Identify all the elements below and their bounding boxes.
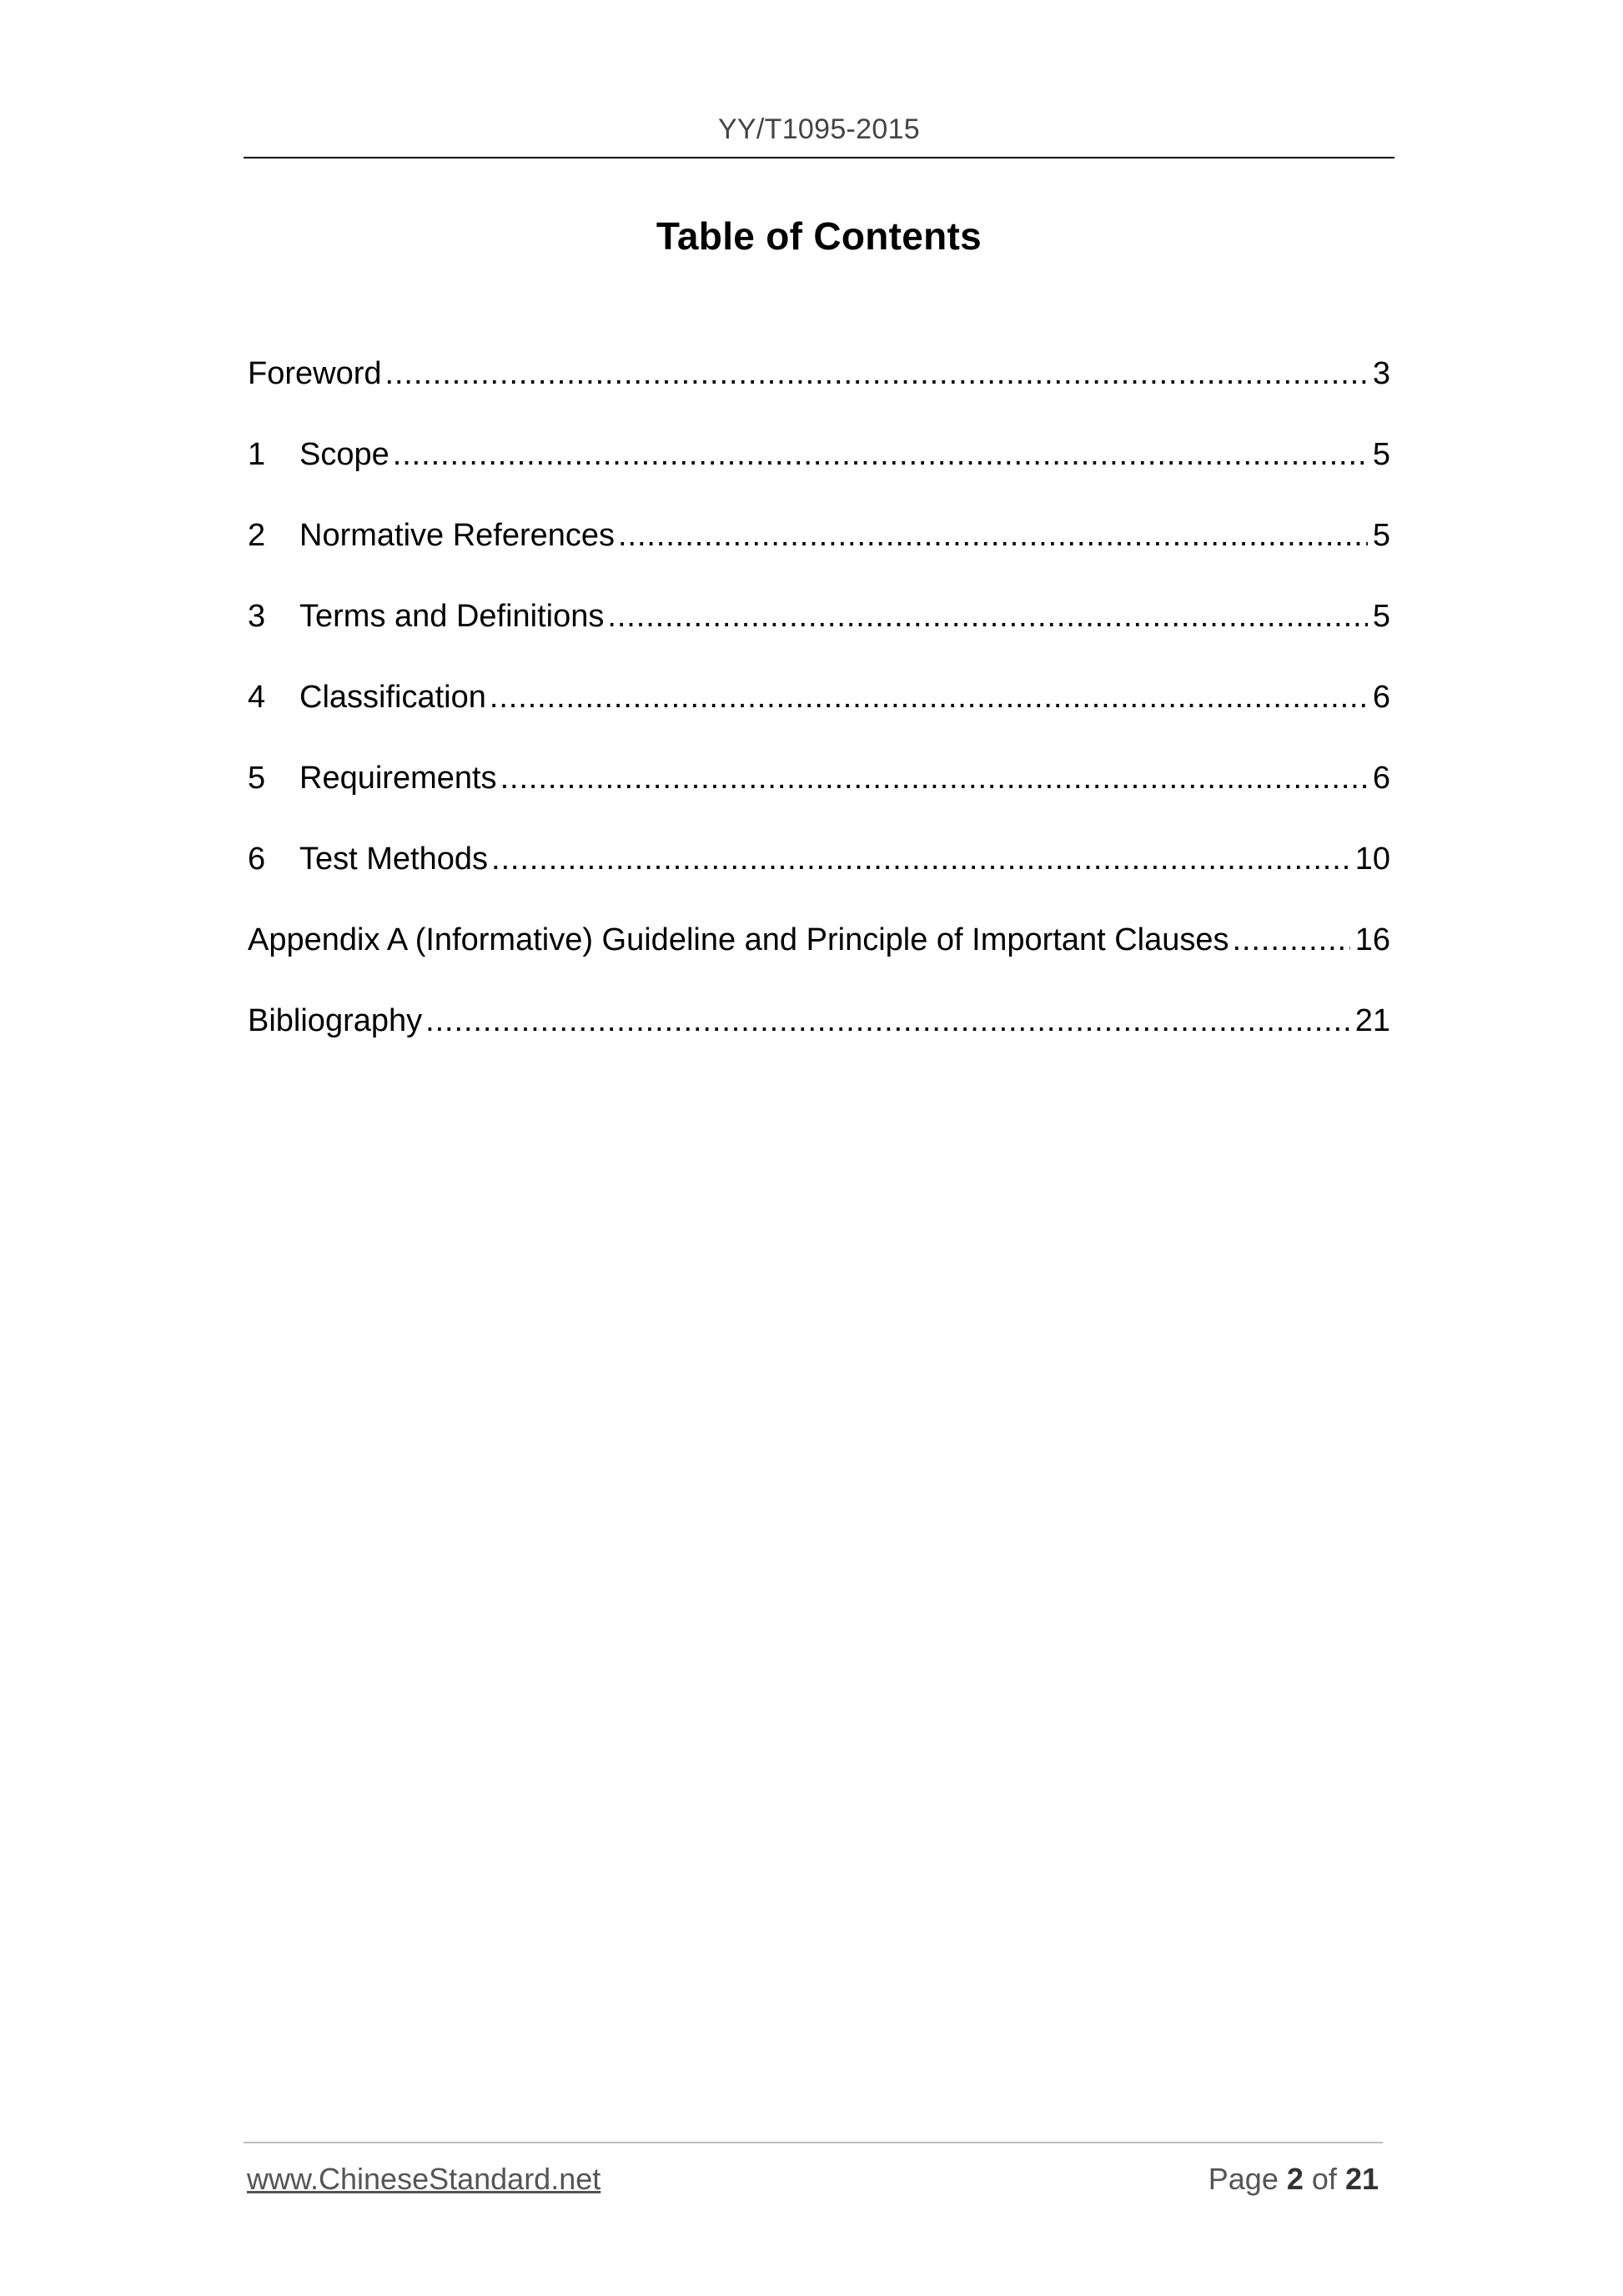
toc-page-number: 6	[1372, 761, 1390, 796]
footer-divider	[244, 2142, 1383, 2143]
toc-page-number: 5	[1372, 599, 1390, 634]
toc-entry-requirements[interactable]	[248, 755, 1390, 836]
page-title: Table of Contents	[656, 214, 982, 258]
toc-entry-foreword[interactable]	[248, 350, 1390, 431]
toc-entry-text: Classification	[299, 680, 486, 715]
toc-section-number: 5	[248, 761, 266, 796]
page-label: Page	[1208, 2162, 1279, 2196]
toc-dot-leader	[385, 350, 1368, 397]
toc-entry-test-methods[interactable]	[248, 836, 1390, 917]
toc-entry-text: Requirements	[299, 761, 497, 796]
toc-dot-leader	[500, 755, 1368, 801]
toc-entry-text: Scope	[299, 437, 389, 472]
toc-section-number: 6	[248, 842, 266, 877]
toc-page-number: 3	[1372, 356, 1390, 391]
of-label: of	[1311, 2162, 1337, 2196]
toc-dot-leader	[490, 674, 1368, 721]
toc-page-number: 5	[1372, 437, 1390, 472]
toc-entry-text: Appendix A (Informative) Guideline and Principle of Important Clauses	[248, 922, 1229, 957]
page-indicator	[1208, 2162, 1379, 2197]
website-link[interactable]: www.ChineseStandard.net	[247, 2162, 601, 2196]
toc-entry-text: Normative References	[299, 518, 616, 553]
toc-page-number: 5	[1372, 518, 1390, 553]
page-header	[244, 110, 1394, 158]
toc-dot-leader	[1233, 917, 1350, 963]
document-code: YY/T1095-2015	[717, 113, 921, 145]
toc-entry-text: Test Methods	[299, 842, 488, 877]
toc-section-number: 4	[248, 680, 266, 715]
toc-entry-text: Foreword	[248, 356, 382, 391]
toc-entry-normative-references[interactable]	[248, 512, 1390, 593]
toc-entry-text: Terms and Definitions	[299, 599, 605, 634]
toc-entry-appendix-a[interactable]	[248, 917, 1390, 997]
toc-page-number: 21	[1354, 1003, 1390, 1038]
toc-entry-classification[interactable]	[248, 674, 1390, 755]
current-page-number: 2	[1286, 2162, 1304, 2196]
toc-section-number: 1	[248, 437, 266, 472]
toc-page-number: 16	[1354, 922, 1390, 957]
total-pages-number: 21	[1344, 2162, 1379, 2196]
toc-entry-terms-and-definitions[interactable]	[248, 593, 1390, 674]
table-of-contents	[248, 350, 1390, 1078]
toc-dot-leader	[491, 836, 1350, 882]
toc-entry-bibliography[interactable]	[248, 997, 1390, 1078]
toc-dot-leader	[393, 431, 1368, 478]
toc-page-number: 10	[1354, 842, 1390, 877]
toc-dot-leader	[425, 997, 1350, 1044]
toc-entry-text: Bibliography	[248, 1003, 423, 1038]
toc-page-number: 6	[1372, 680, 1390, 715]
toc-section-number: 3	[248, 599, 266, 634]
toc-dot-leader	[607, 593, 1367, 640]
toc-dot-leader	[618, 512, 1368, 559]
toc-entry-scope[interactable]	[248, 431, 1390, 512]
toc-section-number: 2	[248, 518, 266, 553]
